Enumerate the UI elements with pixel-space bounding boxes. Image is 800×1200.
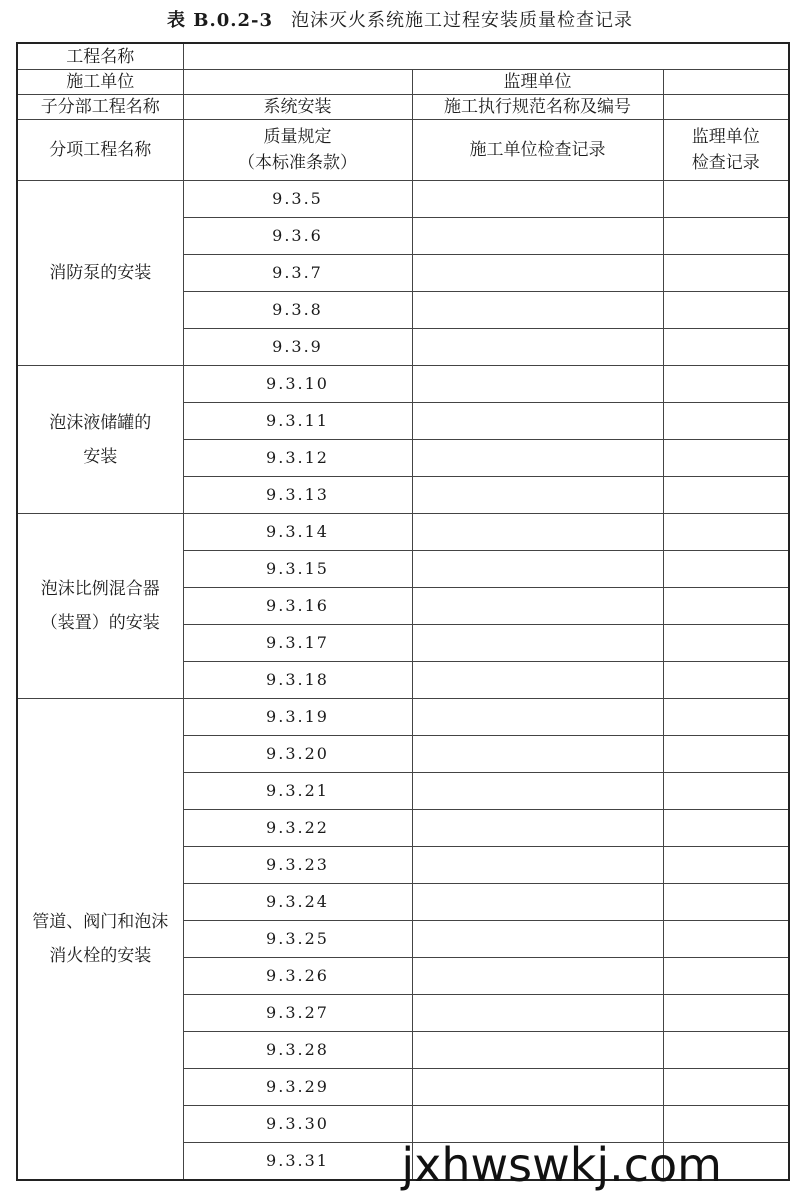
supervision-check-cell[interactable] — [663, 847, 789, 884]
construction-unit-row — [17, 70, 789, 95]
clause-number: 9.3.17 — [183, 625, 412, 662]
clause-number: 9.3.16 — [183, 588, 412, 625]
construction-check-cell[interactable] — [412, 1069, 663, 1106]
subdivision-value: 系统安装 — [183, 95, 412, 120]
supervision-check-cell[interactable] — [663, 662, 789, 699]
clause-number: 9.3.30 — [183, 1106, 412, 1143]
supervision-check-cell[interactable] — [663, 181, 789, 218]
clause-number: 9.3.25 — [183, 921, 412, 958]
construction-check-cell[interactable] — [412, 884, 663, 921]
clause-number: 9.3.5 — [183, 181, 412, 218]
sub-item-name-line1: 管道、阀门和泡沫 — [32, 912, 169, 932]
supervision-check-cell[interactable] — [663, 366, 789, 403]
supervision-check-cell[interactable] — [663, 810, 789, 847]
clause-number: 9.3.7 — [183, 255, 412, 292]
clause-number: 9.3.24 — [183, 884, 412, 921]
construction-check-cell[interactable] — [412, 1106, 663, 1143]
supervision-check-cell[interactable] — [663, 1032, 789, 1069]
clause-number: 9.3.10 — [183, 366, 412, 403]
column-header-row — [17, 120, 789, 181]
supervision-check-cell[interactable] — [663, 440, 789, 477]
construction-check-cell[interactable] — [412, 1032, 663, 1069]
sub-item-name — [17, 514, 183, 699]
supervision-check-cell[interactable] — [663, 699, 789, 736]
sub-item-name — [17, 181, 183, 366]
clause-number: 9.3.27 — [183, 995, 412, 1032]
table-title: 泡沫灭火系统施工过程安装质量检查记录 — [291, 10, 634, 31]
construction-unit-value[interactable] — [183, 70, 412, 95]
sub-item-name-line1: 泡沫比例混合器 — [40, 579, 160, 599]
clause-number: 9.3.29 — [183, 1069, 412, 1106]
construction-check-cell[interactable] — [412, 477, 663, 514]
construction-check-cell[interactable] — [412, 403, 663, 440]
standard-label: 施工执行规范名称及编号 — [412, 95, 663, 120]
clause-number: 9.3.14 — [183, 514, 412, 551]
supervision-check-label-line1: 监理单位 — [691, 127, 760, 147]
construction-check-cell[interactable] — [412, 366, 663, 403]
construction-check-cell[interactable] — [412, 514, 663, 551]
table-row — [17, 366, 789, 403]
supervision-check-cell[interactable] — [663, 1106, 789, 1143]
construction-check-cell[interactable] — [412, 736, 663, 773]
standard-value[interactable] — [663, 95, 789, 120]
supervision-check-cell[interactable] — [663, 921, 789, 958]
supervision-check-cell[interactable] — [663, 292, 789, 329]
quality-label — [183, 120, 412, 181]
item-label: 分项工程名称 — [17, 120, 183, 181]
supervision-check-label-line2: 检查记录 — [691, 153, 760, 173]
supervision-check-cell[interactable] — [663, 884, 789, 921]
supervision-check-cell[interactable] — [663, 736, 789, 773]
clause-number: 9.3.11 — [183, 403, 412, 440]
construction-check-cell[interactable] — [412, 810, 663, 847]
construction-check-cell[interactable] — [412, 218, 663, 255]
supervision-check-cell[interactable] — [663, 625, 789, 662]
sub-item-name-line1: 泡沫液储罐的 — [49, 412, 152, 433]
table-row — [17, 699, 789, 736]
construction-check-cell[interactable] — [412, 773, 663, 810]
clause-number: 9.3.28 — [183, 1032, 412, 1069]
supervision-check-cell[interactable] — [663, 218, 789, 255]
construction-check-cell[interactable] — [412, 292, 663, 329]
sub-item-name-line2: （装置）的安装 — [40, 613, 160, 633]
supervision-check-cell[interactable] — [663, 551, 789, 588]
project-name-label: 工程名称 — [17, 43, 183, 70]
supervision-check-cell[interactable] — [663, 403, 789, 440]
clause-number: 9.3.6 — [183, 218, 412, 255]
construction-check-cell[interactable] — [412, 588, 663, 625]
construction-check-label: 施工单位检查记录 — [412, 120, 663, 181]
supervision-check-cell[interactable] — [663, 477, 789, 514]
construction-check-cell[interactable] — [412, 551, 663, 588]
page-title — [0, 6, 800, 32]
supervision-check-cell[interactable] — [663, 329, 789, 366]
clause-number: 9.3.31 — [183, 1143, 412, 1181]
construction-check-cell[interactable] — [412, 995, 663, 1032]
quality-label-line2: （本标准条款） — [238, 153, 357, 173]
construction-check-cell[interactable] — [412, 440, 663, 477]
construction-check-cell[interactable] — [412, 625, 663, 662]
construction-check-cell[interactable] — [412, 662, 663, 699]
supervision-check-cell[interactable] — [663, 514, 789, 551]
clause-number: 9.3.21 — [183, 773, 412, 810]
clause-number: 9.3.22 — [183, 810, 412, 847]
construction-check-cell[interactable] — [412, 847, 663, 884]
clause-number: 9.3.18 — [183, 662, 412, 699]
sub-item-name-line1: 消防泵的安装 — [49, 263, 152, 283]
subdivision-row — [17, 95, 789, 120]
sub-item-name — [17, 366, 183, 514]
supervision-check-label — [663, 120, 789, 181]
sub-item-name-line2: 安装 — [83, 446, 118, 467]
construction-unit-label: 施工单位 — [17, 70, 183, 95]
clause-number: 9.3.26 — [183, 958, 412, 995]
clause-number: 9.3.19 — [183, 699, 412, 736]
construction-check-cell[interactable] — [412, 699, 663, 736]
subdivision-label: 子分部工程名称 — [17, 95, 183, 120]
construction-check-cell[interactable] — [412, 181, 663, 218]
supervision-check-cell[interactable] — [663, 588, 789, 625]
clause-number: 9.3.12 — [183, 440, 412, 477]
project-name-row — [17, 43, 789, 70]
quality-label-line1: 质量规定 — [263, 127, 332, 147]
construction-check-cell[interactable] — [412, 921, 663, 958]
table-row — [17, 181, 789, 218]
supervision-unit-label: 监理单位 — [412, 70, 663, 95]
construction-check-cell[interactable] — [412, 958, 663, 995]
sub-item-name-line2: 消火栓的安装 — [49, 946, 152, 966]
inspection-record-table — [16, 42, 790, 1181]
clause-number: 9.3.13 — [183, 477, 412, 514]
supervision-check-cell[interactable] — [663, 995, 789, 1032]
construction-check-cell[interactable] — [412, 329, 663, 366]
clause-number: 9.3.9 — [183, 329, 412, 366]
construction-check-cell[interactable] — [412, 255, 663, 292]
clause-number: 9.3.15 — [183, 551, 412, 588]
clause-number: 9.3.23 — [183, 847, 412, 884]
sub-item-name — [17, 699, 183, 1181]
project-name-value[interactable] — [183, 43, 789, 70]
supervision-check-cell[interactable] — [663, 1069, 789, 1106]
supervision-check-cell[interactable] — [663, 958, 789, 995]
supervision-check-cell[interactable] — [663, 255, 789, 292]
supervision-check-cell[interactable] — [663, 773, 789, 810]
clause-number: 9.3.20 — [183, 736, 412, 773]
clause-number: 9.3.8 — [183, 292, 412, 329]
supervision-unit-value[interactable] — [663, 70, 789, 95]
watermark: jxhwswkj.com — [401, 1138, 722, 1192]
table-number: 表 B.0.2-3 — [166, 10, 274, 31]
table-row — [17, 514, 789, 551]
